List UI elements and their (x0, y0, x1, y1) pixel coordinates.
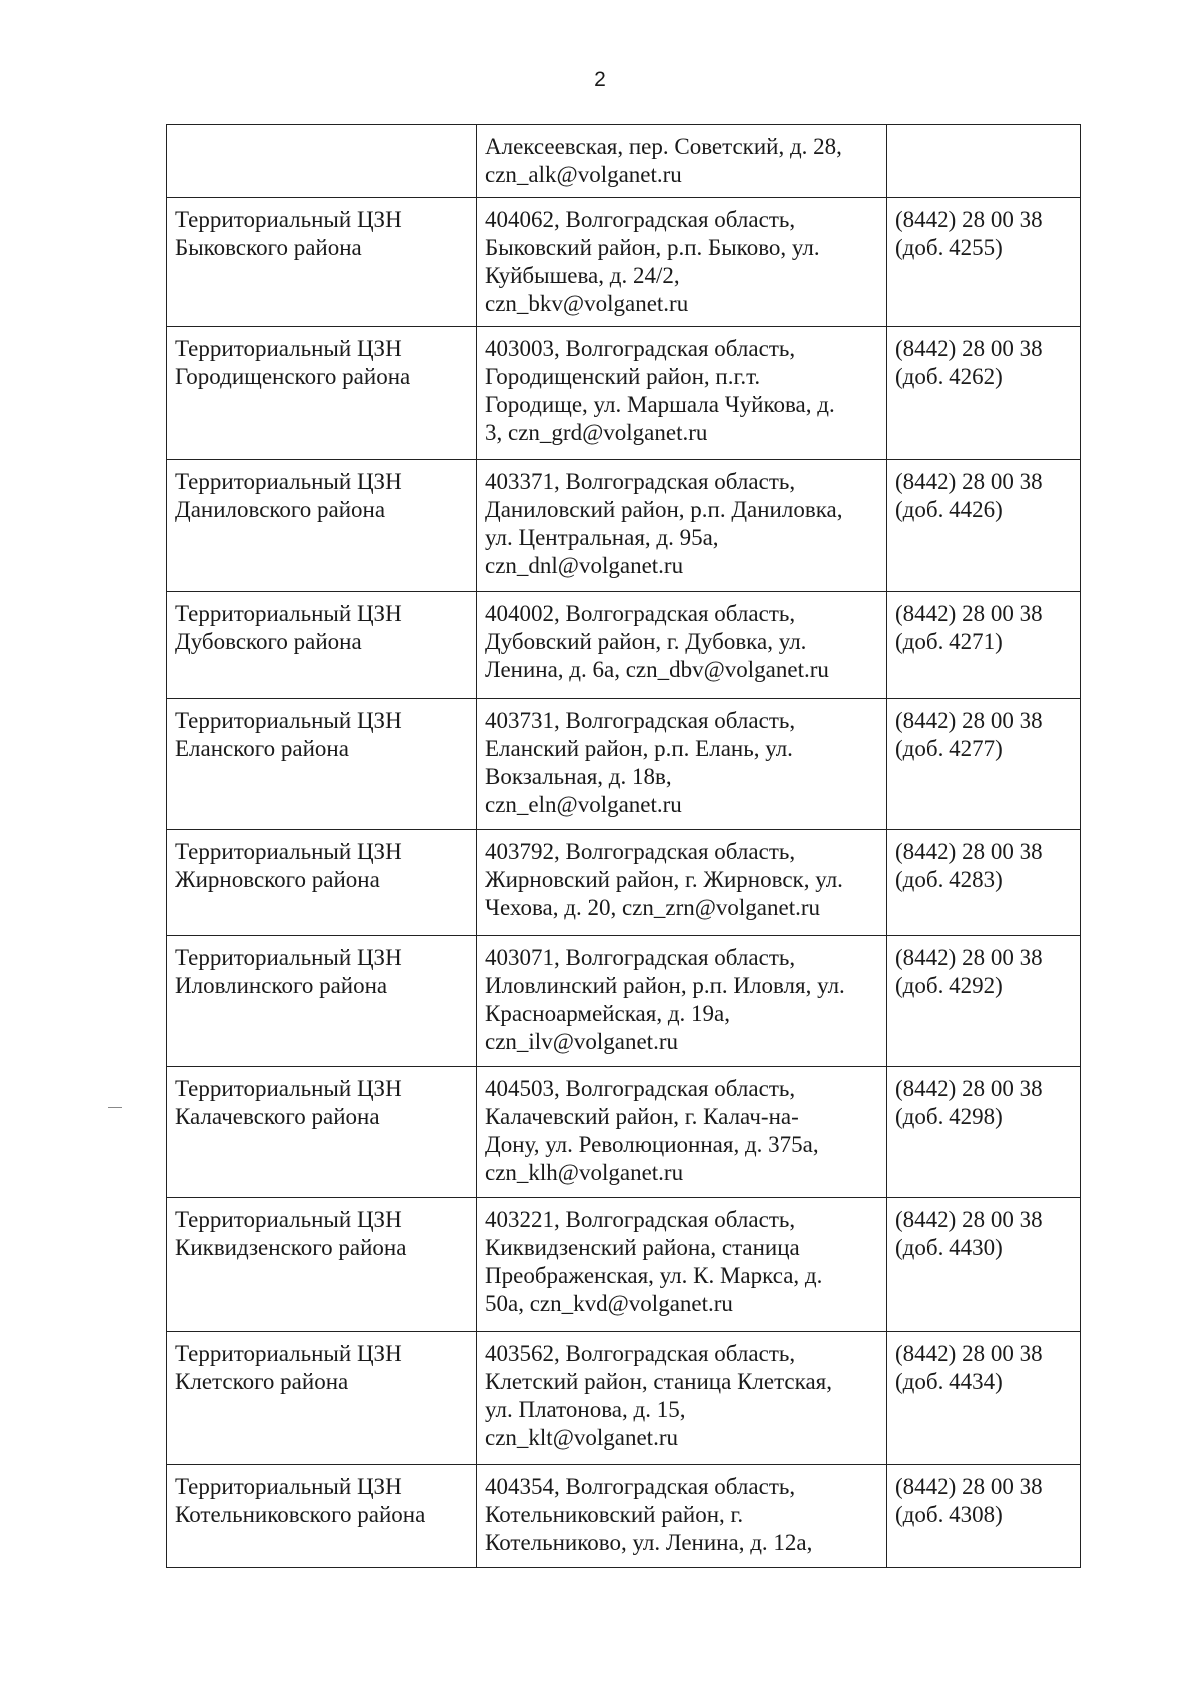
czn-name-cell (167, 460, 477, 592)
czn-name: Территориальный ЦЗН Калачевского района (175, 1076, 402, 1129)
czn-name-cell (167, 830, 477, 936)
czn-address-cell (477, 830, 887, 936)
czn-contacts-table (166, 124, 1081, 1568)
czn-address-cell (477, 936, 887, 1067)
czn-address-cell (477, 592, 887, 699)
czn-name: Территориальный ЦЗН Жирновского района (175, 839, 402, 892)
czn-address: 403221, Волгоградская область, Киквидзенский района, станица Преображенская, ул. К. Маркса, д. 50а, czn_kvd@volganet.ru (485, 1207, 823, 1316)
czn-phone: (8442) 28 00 38 (доб. 4283) (895, 839, 1043, 892)
czn-phone-cell (887, 125, 1081, 198)
table-row (167, 1332, 1081, 1465)
table-row (167, 1198, 1081, 1332)
czn-address-cell (477, 198, 887, 327)
czn-phone: (8442) 28 00 38 (доб. 4298) (895, 1076, 1043, 1129)
table-row (167, 1465, 1081, 1568)
czn-address-cell (477, 1198, 887, 1332)
czn-name: Территориальный ЦЗН Дубовского района (175, 601, 402, 654)
table-row (167, 592, 1081, 699)
table-row (167, 198, 1081, 327)
czn-name-cell (167, 1332, 477, 1465)
czn-phone-cell (887, 1198, 1081, 1332)
czn-phone: (8442) 28 00 38 (доб. 4277) (895, 708, 1043, 761)
czn-name-cell (167, 1198, 477, 1332)
czn-name: Территориальный ЦЗН Городищенского района (175, 336, 411, 389)
table-row (167, 699, 1081, 830)
czn-phone: (8442) 28 00 38 (доб. 4271) (895, 601, 1043, 654)
czn-address: 403731, Волгоградская область, Еланский район, р.п. Елань, ул. Вокзальная, д. 18в, czn_eln@volganet.ru (485, 708, 796, 817)
czn-phone: (8442) 28 00 38 (доб. 4426) (895, 469, 1043, 522)
czn-name: Территориальный ЦЗН Даниловского района (175, 469, 402, 522)
czn-address-cell (477, 1067, 887, 1198)
table-row (167, 327, 1081, 460)
czn-name-cell (167, 1067, 477, 1198)
czn-name-cell (167, 1465, 477, 1568)
czn-name-cell (167, 198, 477, 327)
czn-address: 403562, Волгоградская область, Клетский район, станица Клетская, ул. Платонова, д. 15, czn_klt@volganet.ru (485, 1341, 832, 1450)
czn-phone: (8442) 28 00 38 (доб. 4308) (895, 1474, 1043, 1527)
czn-name: Территориальный ЦЗН Быковского района (175, 207, 402, 260)
czn-address-cell (477, 327, 887, 460)
czn-phone-cell (887, 936, 1081, 1067)
czn-address-cell (477, 1465, 887, 1568)
czn-address: 403792, Волгоградская область, Жирновский район, г. Жирновск, ул. Чехова, д. 20, czn_zrn@volganet.ru (485, 839, 843, 920)
czn-name: Территориальный ЦЗН Котельниковского района (175, 1474, 426, 1527)
czn-name-cell (167, 125, 477, 198)
table-body (167, 125, 1081, 1568)
czn-name-cell (167, 699, 477, 830)
czn-address: 403371, Волгоградская область, Даниловский район, р.п. Даниловка, ул. Центральная, д. 95а, czn_dnl@volganet.ru (485, 469, 843, 578)
czn-phone: (8442) 28 00 38 (доб. 4430) (895, 1207, 1043, 1260)
table-row (167, 460, 1081, 592)
czn-phone-cell (887, 1067, 1081, 1198)
czn-address: 404062, Волгоградская область, Быковский район, р.п. Быково, ул. Куйбышева, д. 24/2, czn_bkv@volganet.ru (485, 207, 820, 316)
czn-phone: (8442) 28 00 38 (доб. 4434) (895, 1341, 1043, 1394)
table-row (167, 830, 1081, 936)
czn-address-cell (477, 1332, 887, 1465)
czn-address: 404002, Волгоградская область, Дубовский район, г. Дубовка, ул. Ленина, д. 6а, czn_dbv@volganet.ru (485, 601, 829, 682)
czn-phone-cell (887, 460, 1081, 592)
czn-phone: (8442) 28 00 38 (доб. 4292) (895, 945, 1043, 998)
czn-address: 403003, Волгоградская область, Городищенский район, п.г.т. Городище, ул. Маршала Чуйкова, д. 3, czn_grd@volganet.ru (485, 336, 835, 445)
czn-phone: (8442) 28 00 38 (доб. 4262) (895, 336, 1043, 389)
table-row (167, 125, 1081, 198)
czn-address-cell (477, 125, 887, 198)
czn-phone-cell (887, 830, 1081, 936)
czn-phone-cell (887, 699, 1081, 830)
czn-phone-cell (887, 327, 1081, 460)
czn-address: 404503, Волгоградская область, Калачевский район, г. Калач-на- Дону, ул. Революционная, д. 375а, czn_klh@volganet.ru (485, 1076, 819, 1185)
czn-name-cell (167, 592, 477, 699)
czn-address: Алексеевская, пер. Советский, д. 28, czn_alk@volganet.ru (485, 134, 842, 187)
czn-phone-cell (887, 1332, 1081, 1465)
czn-address: 404354, Волгоградская область, Котельниковский район, г. Котельниково, ул. Ленина, д. 12а, (485, 1474, 813, 1555)
czn-address: 403071, Волгоградская область, Иловлинский район, р.п. Иловля, ул. Красноармейская, д. 19а, czn_ilv@volganet.ru (485, 945, 845, 1054)
czn-phone: (8442) 28 00 38 (доб. 4255) (895, 207, 1043, 260)
czn-name: Территориальный ЦЗН Киквидзенского района (175, 1207, 407, 1260)
czn-name-cell (167, 327, 477, 460)
scan-artifact-mark (108, 1107, 122, 1108)
czn-phone-cell (887, 1465, 1081, 1568)
czn-address-cell (477, 460, 887, 592)
table-row (167, 936, 1081, 1067)
czn-name: Территориальный ЦЗН Еланского района (175, 708, 402, 761)
czn-address-cell (477, 699, 887, 830)
czn-phone-cell (887, 198, 1081, 327)
czn-name: Территориальный ЦЗН Клетского района (175, 1341, 402, 1394)
czn-phone-cell (887, 592, 1081, 699)
table-row (167, 1067, 1081, 1198)
czn-name-cell (167, 936, 477, 1067)
czn-name: Территориальный ЦЗН Иловлинского района (175, 945, 402, 998)
page-number: 2 (594, 68, 606, 91)
